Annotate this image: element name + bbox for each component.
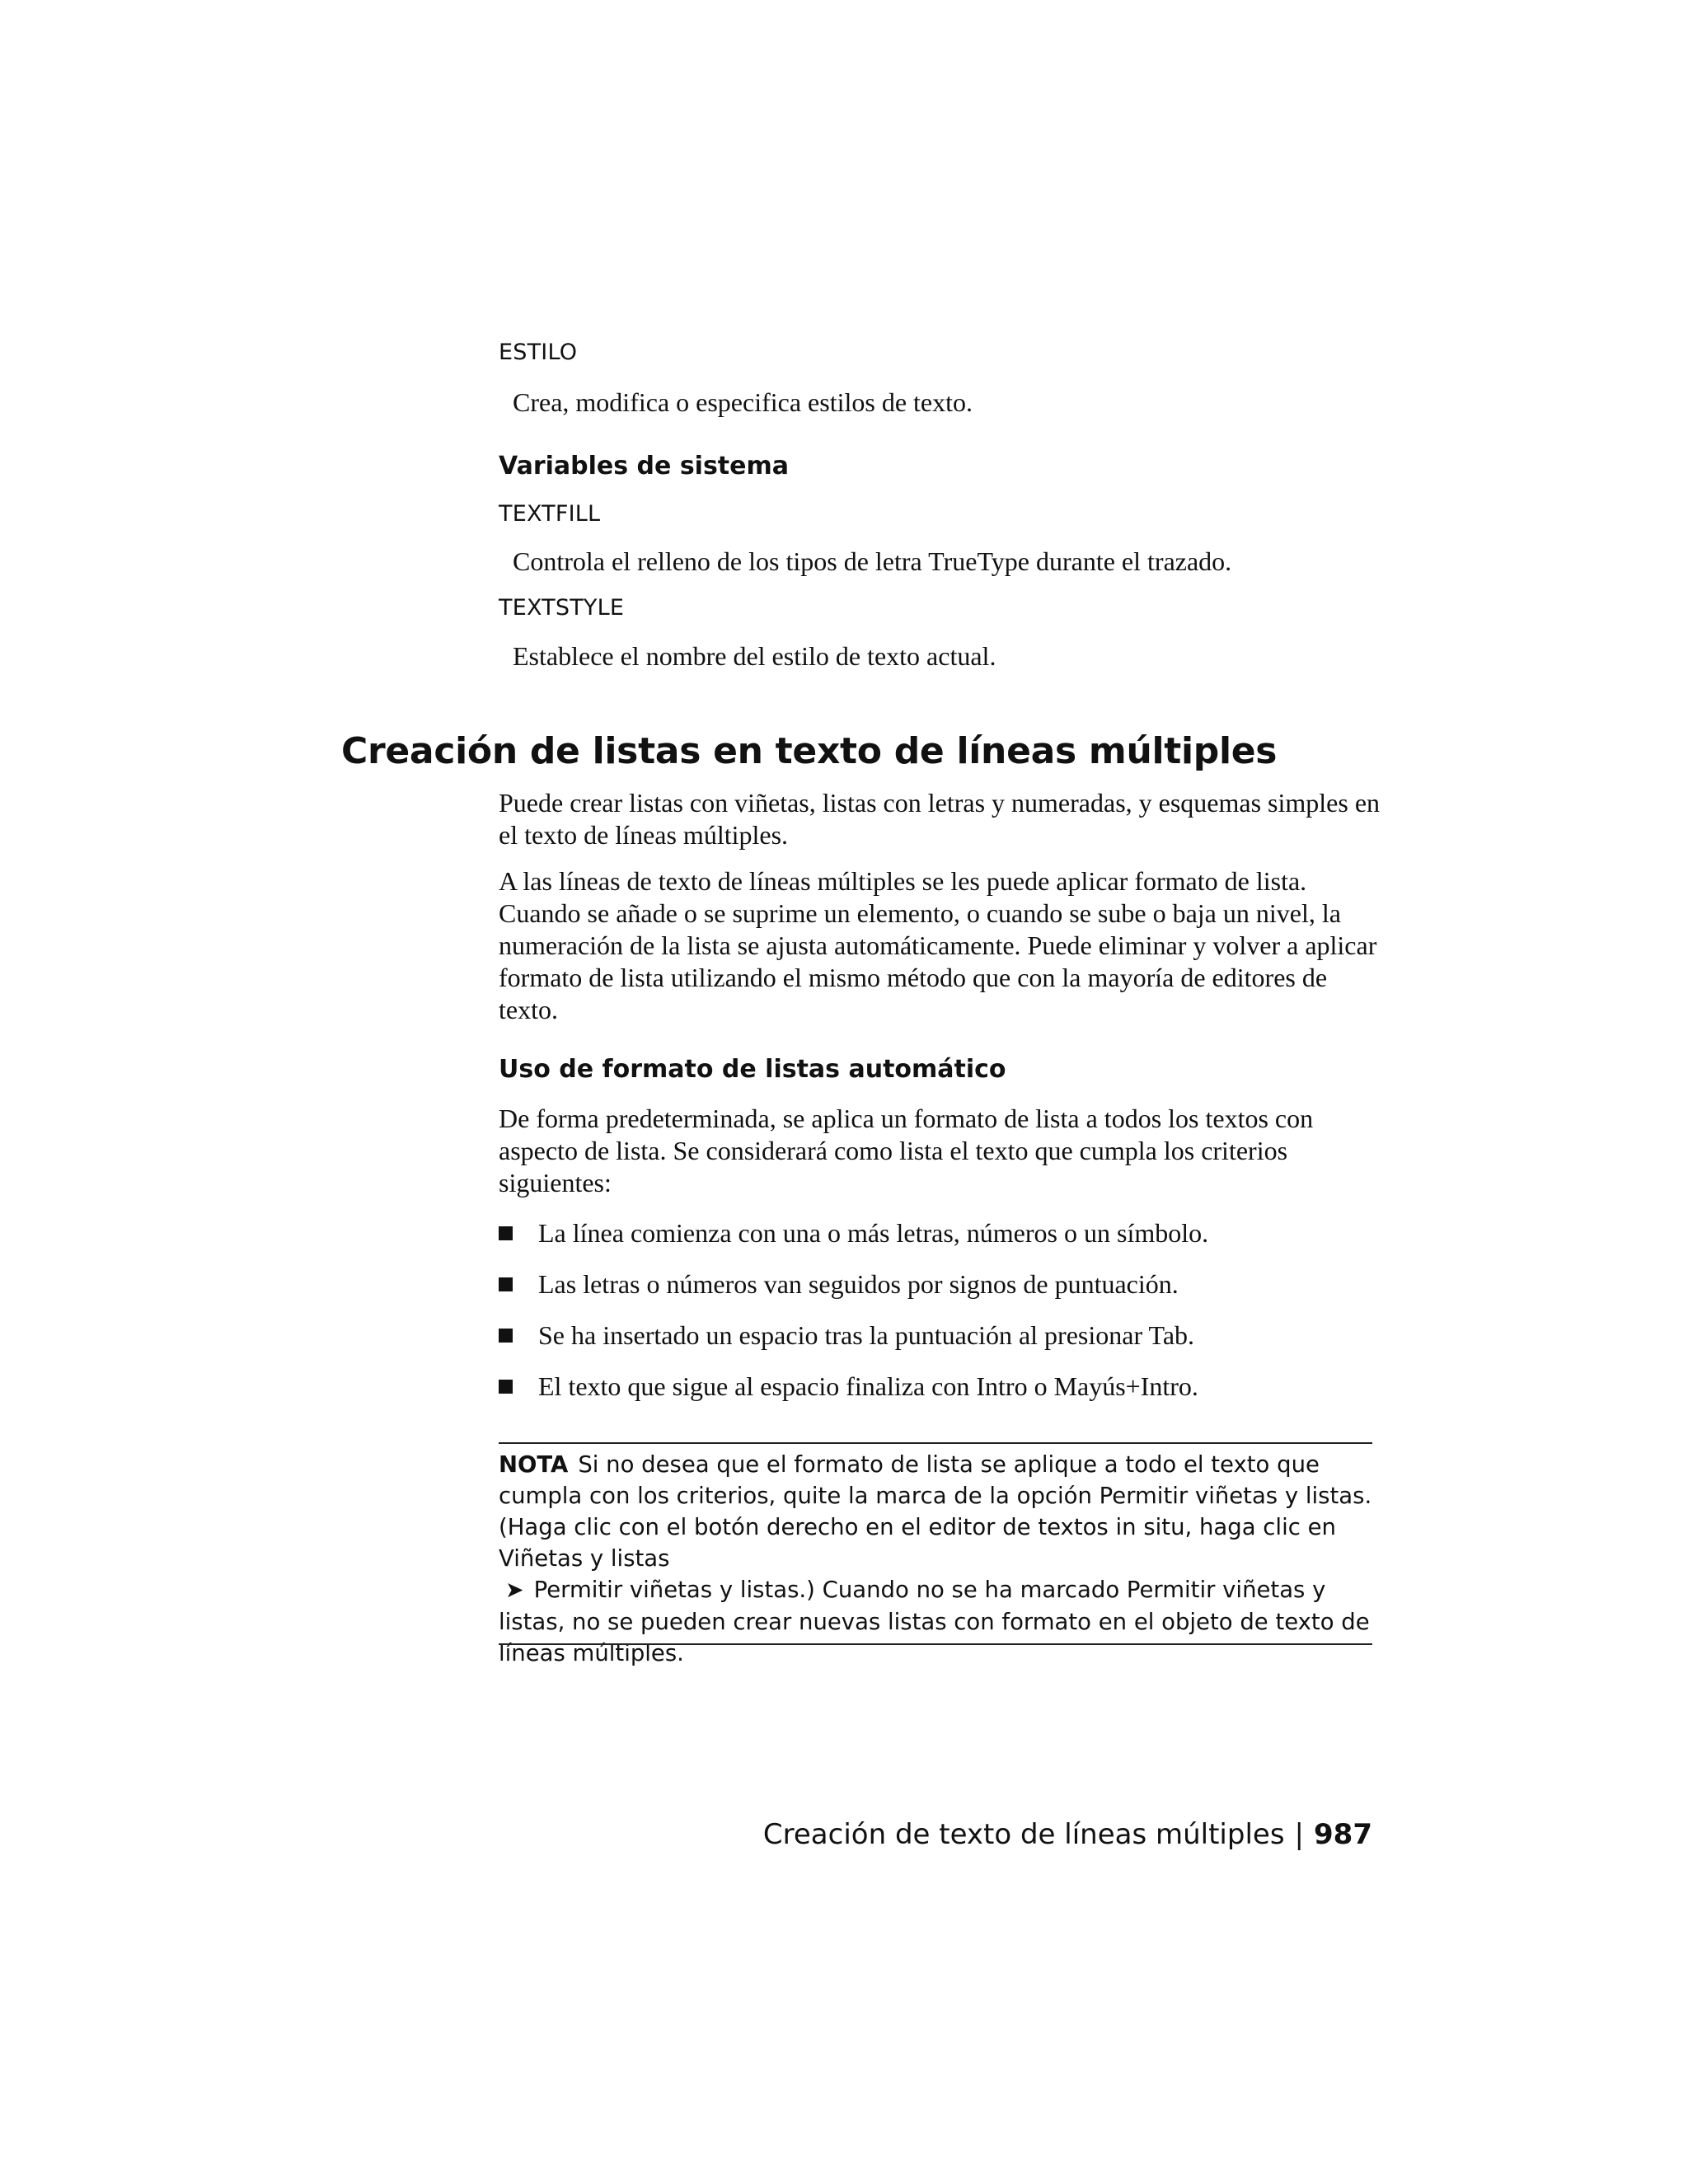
bullet-square-icon (499, 1380, 513, 1394)
bullet-item (499, 1269, 1179, 1300)
system-variable-name: TEXTSTYLE (499, 595, 625, 621)
subsection-heading: Uso de formato de listas automático (499, 1055, 1006, 1084)
system-variable-description: Controla el relleno de los tipos de letra TrueType durante el trazado. (513, 546, 1232, 576)
note-top-rule (499, 1442, 1372, 1444)
bullet-square-icon (499, 1226, 513, 1240)
section-paragraph: A las líneas de texto de líneas múltiples se les puede aplicar formato de lista. Cuando se añade o se suprime un elemento, o cuando se sube o baja un nivel, la numeración de la lista se ajusta automáticamente. Puede eliminar y volver a aplicar formato de lista utilizando el mismo método que con la mayoría de editores de texto. (499, 866, 1377, 1024)
bullet-item (499, 1320, 1194, 1351)
bullet-text: La línea comienza con una o más letras, números o un símbolo. (538, 1218, 1209, 1248)
command-name: ESTILO (499, 340, 578, 365)
footer-chapter-title: Creación de texto de líneas múltiples (762, 1818, 1285, 1851)
footer-separator: | (1294, 1818, 1305, 1851)
bullet-square-icon (499, 1277, 513, 1291)
bullet-square-icon (499, 1329, 513, 1343)
subsection-intro: De forma predeterminada, se aplica un formato de lista a todos los textos con aspecto de lista. Se considerará como lista el texto que cumpla los criterios siguientes: (499, 1104, 1314, 1197)
bullet-text: Se ha insertado un espacio tras la puntuación al presionar Tab. (538, 1320, 1195, 1350)
note-text-before: Si no desea que el formato de lista se aplique a todo el texto que cumpla con los criterios, quite la marca de la opción Permitir viñetas y listas. (Haga clic con el botón derecho en el editor de textos in situ, haga clic en Viñetas y listas (499, 1451, 1372, 1572)
note-label: NOTA (499, 1451, 569, 1478)
page-footer (763, 1818, 1372, 1851)
menu-arrow-icon: ➤ (505, 1577, 524, 1603)
system-variable-name: TEXTFILL (499, 501, 601, 527)
command-description: Crea, modifica o especifica estilos de texto. (513, 387, 973, 417)
system-variable-description: Establece el nombre del estilo de texto actual. (513, 641, 996, 671)
note-text (499, 1449, 1374, 1669)
page-number: 987 (1314, 1818, 1372, 1851)
note-bottom-rule (499, 1643, 1372, 1645)
note-text-after: Permitir viñetas y listas.) Cuando no se ha marcado Permitir viñetas y listas, no se pueden crear nuevas listas con formato en el objeto de texto de líneas múltiples. (499, 1577, 1370, 1666)
section-heading: Creación de listas en texto de líneas múltiples (341, 730, 1278, 772)
bullet-item (499, 1218, 1208, 1249)
section-paragraph: Puede crear listas con viñetas, listas con letras y numeradas, y esquemas simples en el texto de líneas múltiples. (499, 788, 1381, 850)
bullet-text: El texto que sigue al espacio finaliza con Intro o Mayús+Intro. (538, 1371, 1198, 1401)
bullet-item (499, 1371, 1198, 1402)
bullet-text: Las letras o números van seguidos por signos de puntuación. (538, 1269, 1179, 1299)
system-variables-heading: Variables de sistema (499, 452, 790, 480)
